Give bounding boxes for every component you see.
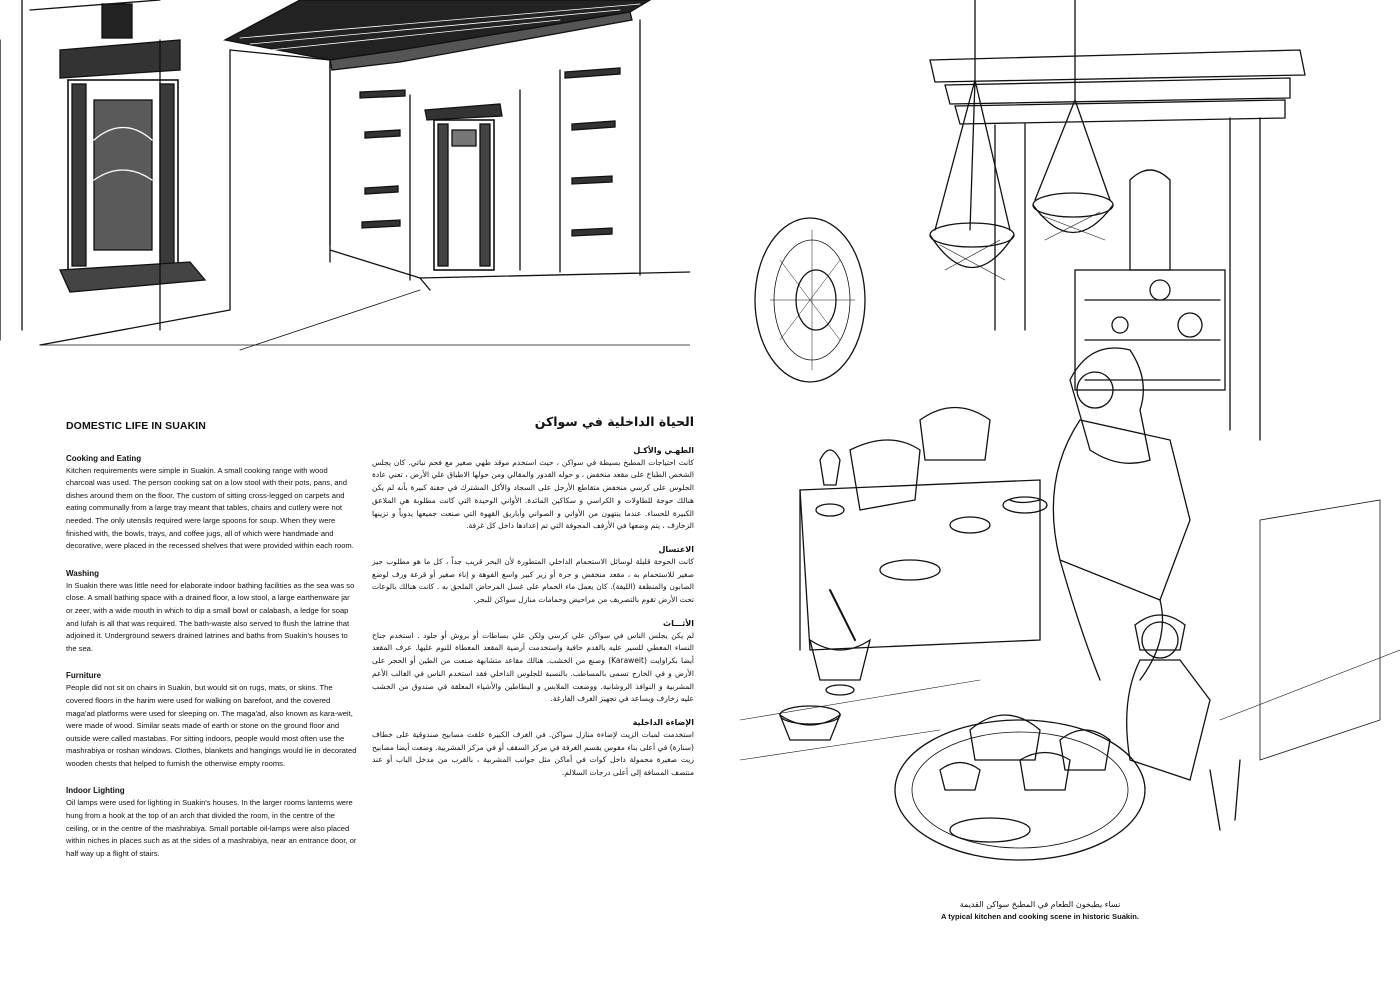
- section-heading: Indoor Lighting: [66, 786, 125, 796]
- hanging-basket: [930, 0, 1014, 280]
- section-body: Kitchen requirements were simple in Suakin. A small cooking range with wood charcoal was used. The person cooking sat on a low stool with their pots, pans, and dishes around them on the floor. The custom of sitting cross-legged on carpets and eating communally from a large tray meant that tables, chairs and cutlery were not needed. The only utensils required were large spoons for soup. When they were finished with, the bowls, trays, and coffee jugs, all of which were handmade and decorative, were placed in the recessed shelves that were provided within each room.: [66, 465, 354, 551]
- bowl: [780, 706, 840, 740]
- mortar-and-pestle: [810, 590, 870, 695]
- section-body: Oil lamps were used for lighting in Suakin's houses. In the larger rooms lanterns were hung from a hook at the top of an arch that divided the room, in the centre of the ceiling, or in the centre of the mashrabiya. Small portable oil-lamps were also placed within niches in places such as at the sides of a mashrabiya, near an entrance door, or half way up a flight of stairs.: [66, 798, 357, 858]
- doorway: [425, 104, 502, 270]
- article-title-english: DOMESTIC LIFE IN SUAKIN: [66, 420, 206, 432]
- figure-caption: [890, 899, 1190, 923]
- section-body: People did not sit on chairs in Suakin, but would sit on rugs, mats, or skins. The covered floors in the harim were used for walking on barefoot, and the covered maga'ad platforms were used for sleeping on. The maga'ad, also known as kara-weit, were made of wood. Similar seats made of earth or stone on the ground floor and outside were called mastabas. For sitting indoors, people would most often use the mashrabiya or roshan windows. Clothes, blankets and hangings would lie in decorated wooden chests that helped to furnish the otherwise empty rooms.: [66, 683, 357, 768]
- interior-courtyard-sketch: [0, 0, 690, 362]
- section-heading: Washing: [66, 568, 100, 578]
- section-heading: الاغتسال: [658, 544, 694, 554]
- mashrabiya-window-left: [60, 4, 205, 292]
- arabic-text-column: [372, 416, 694, 791]
- caption-english: A typical kitchen and cooking scene in historic Suakin.: [940, 912, 1140, 921]
- section-body: كانت احتياجات المطبخ بسيطة في سواكن ، حيث استخدم موقد طهي صغير مع فحم نباتي. كان يجلس الشخص الطباخ على مقعد منخفض ، و حوله القدور والمقالي ومن حولها الاطباق علي الأرض ، تعني عادة الجلوس على كرسي منخفض متقاطع الأرجل على السجاد والأكل المشترك في جفنة كبيرة بأنه لم يكن هنالك حوجة للطاولات و الكراسي و سكاكين المائدة. الأواني الوحيدة التي كانت مطلوبة هي الملاعق الكبيرة للحساء. عندما ينتهون من الأواني و الصواني وأباريق القهوة التي صنعت جميعها يدوياً و تزينها الزخارف ، يتم وضعها في الأرفف المجوفة التي تم إعدادها داخل كل غرفة.: [372, 457, 694, 531]
- section-heading: Furniture: [66, 671, 102, 681]
- section-heading: Cooking and Eating: [66, 453, 142, 463]
- section-heading: الإضاءة الداخلية: [632, 717, 694, 727]
- section-heading: الطهـي والأكـل: [633, 445, 694, 455]
- caption-arabic: نساء يطبخون الطعام في المطبخ سواكن القديمة: [959, 900, 1121, 909]
- section-body: استخدمت لمبات الزيت لإضاءة منازل سواكن. في الغرف الكبيرة علقت مصابيح صندوقية على خطاف (سنارة) في أعلى بناء مقوس يقسم الغرفة في مركز السقف أو في مركز المشربية. وضعت أيضا مصابيح زيت صغيرة محمولة داخل كوات في أماكن مثل جوانب المشربية ، بالقرب من مدخل الباب أو عند منتصف المسافة إلى أعلى درجات السلالم.: [372, 729, 694, 778]
- article-title-arabic: الحياة الداخلية في سواكن: [534, 414, 694, 429]
- large-serving-tray: [895, 715, 1145, 860]
- section-body: كانت الحوجة قليلة لوسائل الاستحمام الداخلي المتطورة لأن البحر قريب جداً ، كل ما هو مطلوب حيز صغير للاستحمام به ، مقعد منخفض و جرة أو زير كبير واسع الفوهة و إناء صغير أو قرعة ورف لوضع الصابون والمنظفة (الليفة). كان يعمل ماء الحمام على غسل المرحاض الملحق به . كانت هنالك بالوعات تحت الأرض تقوم بالتصريف من مراحيض وحمامات منازل سواكن للبحر.: [372, 556, 694, 605]
- woman-cooking-figure: [1003, 348, 1190, 680]
- kitchen-scene-sketch: [740, 0, 1400, 900]
- ceiling-beams: [225, 0, 650, 70]
- doorway-lintel: [930, 50, 1305, 440]
- recessed-shelf: [1075, 170, 1225, 390]
- section-body: لم يكن يجلس الناس في سواكن علي كرسي ولكن علي بساطات أو بروش أو جلود . استخدم جناح النساء المغطي للسير عليه بالقدم حافية واستخدمت أرضية المقعد المغطاة للنوم عليها. عرف المقعد أيضا بكراوايت (Karaweit) وصنع من الخشب. هنالك مقاعد متشابهة صنعت من الطين أو الحجر على الأرض و في الخارج تسمى بالمساطب. بالنسبة للجلوس الداخلي فقد استخدم الناس في الغالب الأعم المشربية و النوافذ الروشانية. ووضعت الملابس و البطاطين والأشياء المعلقة في صندوق من الخشب عليه زخارف ويساعد في تجهيز الغرف الفارغة.: [372, 630, 694, 704]
- section-body: In Suakin there was little need for elaborate indoor bathing facilities as the sea was so close. A small bathing space with a drained floor, a low stool, a large earthenware jar or zeer, with a wide mouth in which to dip a small bowl or calabash, a ledge for soap and lufah is all that was required. The bath-waste also served to flush the latrine that adjoined it. Underground sewers drained latrines and baths from Suakin's houses to the sea.: [66, 580, 355, 653]
- decorative-wall-tray: [755, 218, 865, 382]
- section-heading: الأثـــاث: [663, 618, 694, 628]
- cooking-range: [800, 408, 1040, 651]
- hanging-basket: [1033, 0, 1113, 240]
- english-text-column: [66, 420, 358, 875]
